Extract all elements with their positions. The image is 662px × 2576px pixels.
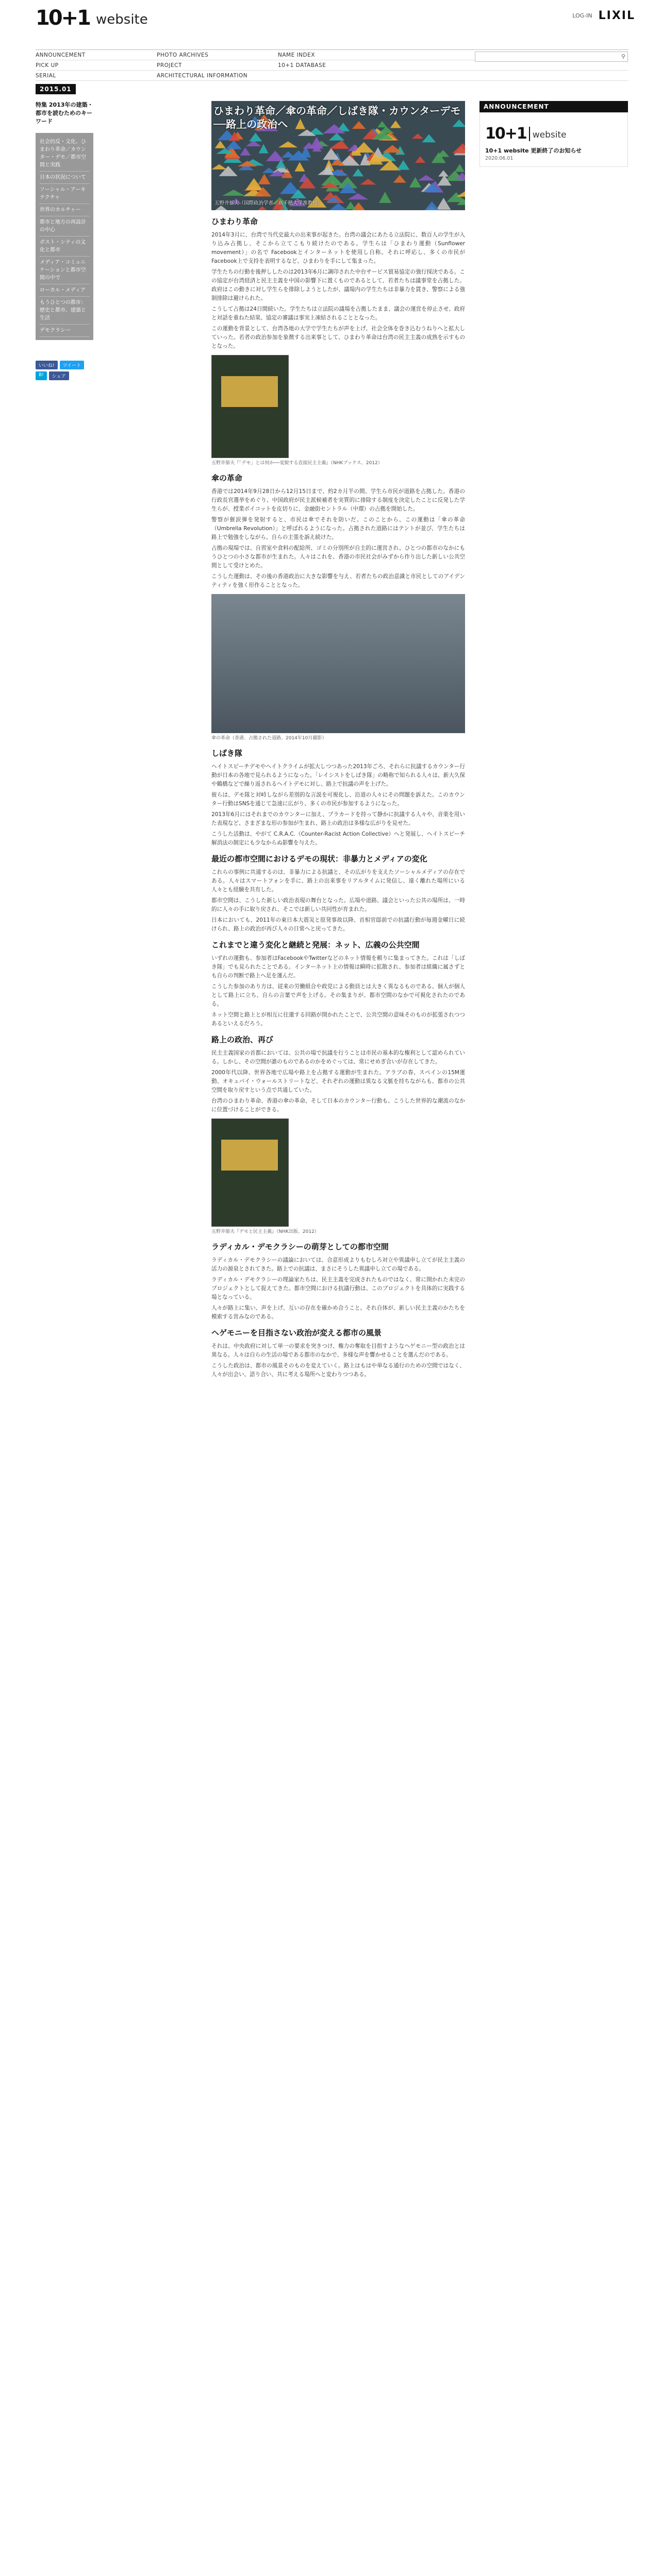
announcement-header: ANNOUNCEMENT (479, 101, 628, 112)
feature-menu-item[interactable]: もうひとつの都市：歴史と都市、建築と生活 (40, 297, 89, 325)
right-column (479, 101, 628, 167)
announcement-logo (485, 118, 622, 143)
feature-menu (36, 133, 93, 340)
feature-menu-item[interactable]: 都市と地方の再設計の中心 (40, 216, 89, 236)
search-icon[interactable]: ⚲ (621, 53, 625, 60)
nav-item[interactable]: SERIAL (36, 73, 56, 79)
share-button[interactable]: シェア (49, 371, 69, 380)
article-body (211, 216, 465, 1379)
body-paragraph: 都市空間は、こうした新しい政治表現の舞台となった。広場や道路、議会といった公共の場所は、一時的に人々の手に取り戻され、そこでは新しい共同性が育まれた。 (211, 897, 465, 912)
feature-menu-item[interactable]: デモクラシー (40, 325, 89, 337)
section-heading: 傘の革命 (211, 473, 243, 483)
feature-menu-item[interactable]: ポスト・シティの文化と都市 (40, 236, 89, 257)
body-paragraph: 香港では2014年9月28日から12月15日まで、約2カ月半の間、学生ら市民が道路を占拠した。香港の行政長官選挙をめぐり、中国政府が民主派候補者を実質的に排除する制度を決定したことに反発した学生らが、授業ボイコットを皮切りに、金融街セントラル（中環）の占拠を開始した。 (211, 488, 465, 512)
section-heading: ひまわり革命 (211, 217, 258, 226)
nav-item[interactable]: ARCHITECTURAL INFORMATION (157, 73, 248, 79)
announcement-logo-divider (529, 127, 530, 141)
lixil-logo[interactable]: LIXIL (598, 9, 635, 22)
announcement-date: 2020.06.01 (485, 156, 514, 161)
figure-caption: 傘の革命（香港、占拠された道路、2014年10月撮影） (211, 736, 327, 741)
body-paragraph: こうした活動は、やがて C.R.A.C.（Counter-Racist Action Collective）へと発展し、ヘイトスピーチ解消法の制定にも少なからぬ影響を与えた。 (211, 831, 465, 846)
section-heading: 最近の都市空間におけるデモの現状：非暴力とメディアの変化 (211, 854, 427, 863)
body-paragraph: この運動を背景として、台湾各地の大学で学生たちが声を上げ、社会全体を巻き込むうねりへと拡大していった。若者の政治参加を象徴する出来事として、ひまわり革命は台湾の民主主義の成熟を示すものとなった。 (211, 326, 465, 349)
share-button[interactable]: B! (36, 371, 47, 380)
section-tag: 2015.01 (36, 84, 76, 94)
feature-menu-item[interactable]: 社会的反・文化、ひまわり革命／カウンター・デモ／都市空間と実践 (40, 136, 89, 172)
share-button[interactable]: ツイート (60, 361, 85, 369)
announcement-text[interactable]: 10+1 website 更新終了のお知らせ (485, 147, 582, 154)
share-button[interactable]: いいね! (36, 361, 58, 369)
body-paragraph: 台湾のひまわり革命、香港の傘の革命、そして日本のカウンター行動も、こうした世界的な潮流のなかに位置づけることができる。 (211, 1098, 465, 1113)
site-logo[interactable] (36, 3, 148, 30)
feature-menu-item[interactable]: メディア・コミュニケーションと都市空間の中で (40, 257, 89, 284)
body-paragraph: 2000年代以降、世界各地で広場や路上を占拠する運動が生まれた。アラブの春、スペインの15M運動、オキュパイ・ウォールストリートなど、それぞれの運動は異なる文脈を持ちながらも、都市の公共空間を取り戻すという点で共通していた。 (211, 1070, 465, 1093)
feature-menu-item[interactable]: ソーシャル・アーキテクチャ (40, 184, 89, 204)
feature-menu-item[interactable]: ローカル・メディア (40, 284, 89, 297)
figure-caption: 五野井郁夫『デモと民主主義』（NHK出版、2012） (211, 1229, 319, 1234)
share-buttons (36, 361, 93, 380)
body-paragraph: 日本においても、2011年の東日本大震災と原発事故以降、首相官邸前での抗議行動が毎週金曜日に続けられ、路上の政治が再び人々の日常へと戻ってきた。 (211, 917, 465, 932)
photo-image (211, 594, 465, 733)
body-paragraph: 彼らは、デモ隊と対峙しながら差別的な言説を可視化し、沿道の人々にその問題を訴えた。このカウンター行動はSNSを通じて急速に広がり、多くの市民が参加するようになった。 (211, 792, 465, 807)
announcement-box[interactable] (479, 112, 628, 167)
left-column (36, 101, 93, 380)
header (0, 0, 662, 103)
figure-caption: 五野井郁夫『「デモ」とは何か──変貌する直接民主主義』（NHKブックス、2012） (211, 461, 383, 466)
logo-word: website (96, 12, 148, 27)
nav-item[interactable]: ANNOUNCEMENT (36, 52, 86, 58)
nav-item (278, 71, 399, 80)
announcement-logo-number: 10+1 (485, 125, 526, 143)
body-paragraph: 2013年6月にはそれまでのカウンターに加え、プラカードを持って静かに抗議する人々や、音楽を用いた表現など、さまざまな形の参加が生まれ、路上の政治は多様な広がりを見せた。 (211, 811, 465, 826)
section-heading: しばき隊 (211, 749, 243, 758)
nav-item[interactable]: PICK UP (36, 62, 59, 69)
nav-item[interactable]: 10+1 DATABASE (278, 62, 326, 69)
book-image (211, 355, 289, 458)
section-heading: ヘゲモニーを目指さない政治が変える都市の風景 (211, 1328, 382, 1337)
body-paragraph: ラディカル・デモクラシーの議論においては、合意形成よりもむしろ対立や異議申し立てが民主主義の活力の源泉とされてきた。路上での抗議は、まさにそうした異議申し立ての場である。 (211, 1257, 465, 1272)
nav-item[interactable]: PROJECT (157, 62, 182, 69)
body-paragraph: こうして占拠は24日間続いた。学生たちは立法院の議場を占拠したまま、議会の運営を停止させ、政府と対話を重ねた結果、協定の審議は事実上凍結されることとなった。 (211, 306, 465, 321)
body-paragraph: ラディカル・デモクラシーの理論家たちは、民主主義を完成されたものではなく、常に開かれた未完のプロジェクトとして捉えてきた。都市空間における抗議行動は、このプロジェクトを具体的に実践する場となっている。 (211, 1277, 465, 1300)
nav-item[interactable]: NAME INDEX (278, 52, 315, 58)
body-paragraph: こうした政治は、都市の風景そのものを変えていく。路上はもはや単なる通行のための空間ではなく、人々が出会い、語り合い、共に考える場所へと変わりつつある。 (211, 1363, 465, 1378)
photo-figure (211, 594, 465, 742)
article (211, 101, 465, 1381)
body-paragraph: これらの事例に共通するのは、非暴力による抗議と、その広がりを支えたソーシャルメディアの存在である。人々はスマートフォンを手に、路上の出来事をリアルタイムに発信し、遠く離れた場所にいる人々とも経験を共有した。 (211, 869, 465, 893)
body-paragraph: ネット空間と路上とが相互に往還する回路が開かれたことで、公共空間の意味そのものが拡張されつつあるといえるだろう。 (211, 1012, 465, 1027)
book-figure (211, 1118, 465, 1235)
body-paragraph: それは、中央政府に対して単一の要求を突きつけ、権力の奪取を目指すようなヘゲモニー型の政治とは異なる。人々は自らの生活の場である都市のなかで、多様な声を響かせることを選んだのである。 (211, 1343, 465, 1358)
body-paragraph: 人々が路上に集い、声を上げ、互いの存在を確かめ合うこと。それ自体が、新しい民主主義のかたちを模索する営みなのである。 (211, 1305, 465, 1320)
feature-menu-item[interactable]: 日本の状況について (40, 172, 89, 184)
nav-item[interactable]: PHOTO ARCHIVES (157, 52, 209, 58)
nav-row (36, 60, 628, 71)
body-paragraph: 占拠の現場では、自習室や食料の配給所、ゴミの分別所が自主的に運営され、ひとつの都市のなかにもうひとつの小さな都市が生まれた。人々はこれを、香港の市民社会がみずから作り出した新しい公共空間として受けとめた。 (211, 545, 465, 569)
book-image (211, 1118, 289, 1227)
body-paragraph: 学生たちの行動を後押ししたのは2013年6月に調印された中台サービス貿易協定の強行採決である。この協定が台湾経済と民主主義を中国の影響下に置くものであるとして、若者たちは議事堂を占拠した。政府はこの動きに対し学生らを排除しようとしたが、議場内の学生たちは非暴力を貫き、警察による強制排除は避けられた。 (211, 269, 465, 301)
top-right-bar (572, 9, 635, 22)
feature-menu-item[interactable]: 世界のカルチャー (40, 204, 89, 216)
body-paragraph: いずれの運動も、参加者はFacebookやTwitterなどのネット情報を頼りに集まってきた。これは「しばき隊」でも見られたことである。インターネット上の情報は瞬時に拡散され、参加者は組織に属さずとも自らの判断で路上へ足を運んだ。 (211, 955, 465, 979)
login-link[interactable]: LOG-IN (572, 12, 592, 19)
hero-image (211, 101, 465, 210)
body-paragraph: こうした運動は、その後の香港政治に大きな影響を与え、若者たちの政治意識と市民としてのアイデンティティを強く形作ることとなった。 (211, 573, 465, 588)
section-heading: 路上の政治、再び (211, 1035, 274, 1044)
body-paragraph: 2014年3月に、台湾で当代史最大の出来事が起きた。台湾の議会にあたる立法院に、数百人の学生が入り込み占拠し、そこから立てこもり続けたのである。学生らは「ひまわり運動（Sunflower movement）」の名で Facebookとインターネットを使用し自称。それに呼応し、多くの市民が Facebook上で支持を表明するなど、ひまわりを手にして集まった。 (211, 232, 465, 264)
nav-row (36, 71, 628, 81)
search-input[interactable] (475, 52, 628, 62)
logo-number: 10+1 (36, 6, 90, 30)
section-heading: ラディカル・デモクラシーの萌芽としての都市空間 (211, 1242, 389, 1251)
book-figure (211, 355, 465, 467)
article-author: 五野井郁夫（国際政治学者／高千穂大学准教授） (214, 200, 323, 206)
body-paragraph: ヘイトスピーチデモやヘイトクライムが拡大しつつあった2013年ごろ、それらに抗議するカウンター行動が日本の各地で見られるようになった。「レイシストをしばき隊」の略称で知られる人々は、新大久保や鶴橋などで繰り返されるヘイトデモに対し、路上で抗議の声を上げた。 (211, 764, 465, 787)
feature-title[interactable]: 特集 2013年の建築・都市を読むためのキーワード (36, 101, 93, 125)
article-title: ひまわり革命／傘の革命／しばき隊・カウンターデモ──路上の政治へ (213, 105, 461, 130)
body-paragraph: 警察が催涙弾を発射すると、市民は傘でそれを防いだ。このことから、この運動は「傘の革命（Umbrella Revolution）」と呼ばれるようになった。占拠された道路にはテントが並び、学生たちは路上で勉強をしながら、自らの主張を訴え続けた。 (211, 517, 465, 540)
section-heading: これまでと違う変化と継続と発展：ネット、広義の公共空間 (211, 940, 420, 950)
announcement-logo-word: website (532, 130, 567, 140)
body-paragraph: 民主主義国家の首都においては、公共の場で抗議を行うことは市民の基本的な権利として認められている。しかし、その空間が誰のものであるのかをめぐっては、常にせめぎ合いが存在してきた。 (211, 1050, 465, 1065)
body-paragraph: こうした参加のあり方は、従来の労働組合や政党による動員とは大きく異なるものである。個人が個人として路上に立ち、自らの言葉で声を上げる。その集まりが、都市空間のなかで可視化されたのである。 (211, 984, 465, 1007)
